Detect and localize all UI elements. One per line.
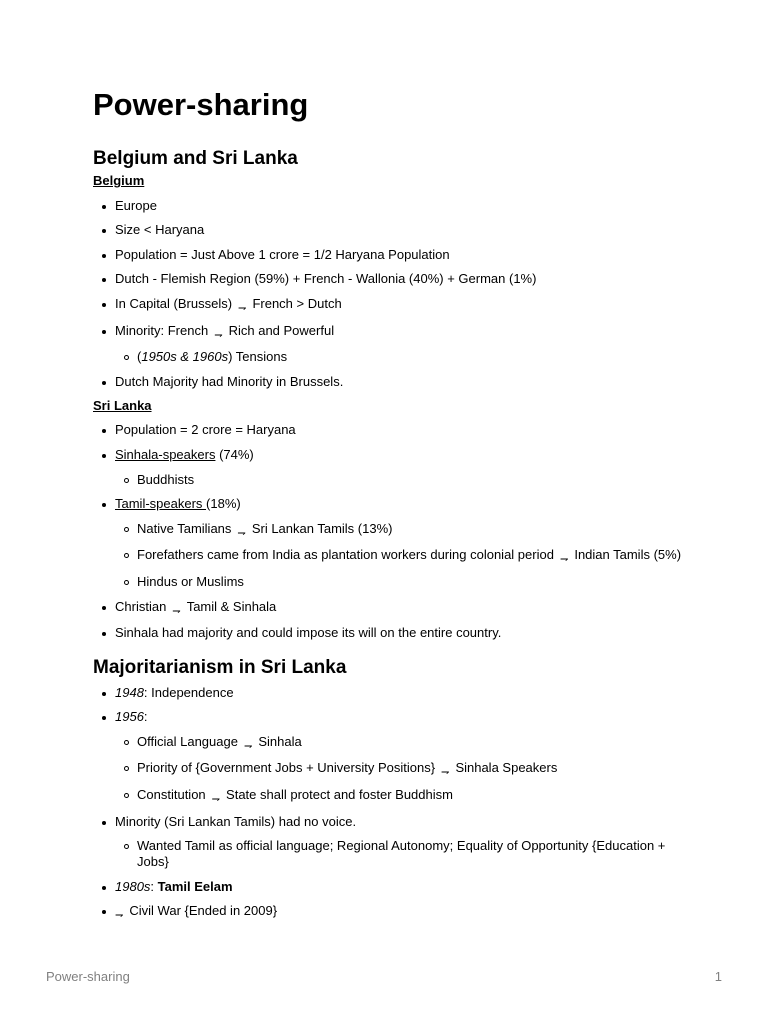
subheading-belgium: Belgium <box>93 173 145 188</box>
list-item: Population = Just Above 1 crore = 1/2 Haryana Population <box>93 247 683 263</box>
list-item: Christian ⇁ Tamil & Sinhala <box>93 599 683 617</box>
list-item: Population = 2 crore = Haryana <box>93 422 683 438</box>
page-title: Power-sharing <box>93 87 309 122</box>
sublist <box>115 472 683 488</box>
list-item: Dutch Majority had Minority in Brussels. <box>93 374 683 390</box>
sublist <box>115 838 683 870</box>
footer-title: Power-sharing <box>46 969 130 984</box>
list-item: Minority (Sri Lankan Tamils) had no voice. Wanted Tamil as official language; Regional Autonomy; Equality of Opportunity {Education + Jobs} <box>93 814 683 871</box>
list-item: ⇁ Civil War {Ended in 2009} <box>93 903 683 921</box>
list-item: Official Language ⇁ Sinhala <box>115 734 683 752</box>
right-arrow-icon: ⇁ <box>211 794 221 806</box>
sublist <box>115 349 683 365</box>
right-arrow-icon: ⇁ <box>559 554 569 566</box>
list-item: 1980s: Tamil Eelam <box>93 879 683 895</box>
section-heading-majoritarianism: Majoritarianism in Sri Lanka <box>93 657 347 679</box>
list-item: Minority: French ⇁ Rich and Powerful (1950s & 1960s) Tensions <box>93 323 683 366</box>
list-item: Priority of {Government Jobs + University Positions} ⇁ Sinhala Speakers <box>115 760 683 778</box>
list-item: Buddhists <box>115 472 683 488</box>
document-body <box>93 86 683 921</box>
section-heading-belgium-srilanka: Belgium and Sri Lanka <box>93 148 298 169</box>
list-item: Europe <box>93 198 683 214</box>
list-item: Size < Haryana <box>93 222 683 238</box>
right-arrow-icon: ⇁ <box>243 740 253 752</box>
list-item: (1950s & 1960s) Tensions <box>115 349 683 365</box>
right-arrow-icon: ⇁ <box>441 767 450 779</box>
list-item: In Capital (Brussels) ⇁ French > Dutch <box>93 296 683 314</box>
list-item: Dutch - Flemish Region (59%) + French - Wallonia (40%) + German (1%) <box>93 271 683 287</box>
srilanka-list <box>93 422 683 641</box>
list-item: Hindus or Muslims <box>115 574 683 590</box>
page-number: 1 <box>714 969 722 984</box>
sublist <box>115 521 683 590</box>
right-arrow-icon: ⇁ <box>238 302 247 314</box>
list-item: 1948: Independence <box>93 685 683 701</box>
subheading-srilanka: Sri Lanka <box>93 397 152 413</box>
majoritarianism-list <box>93 685 683 922</box>
list-item: Sinhala-speakers (74%) Buddhists <box>93 447 683 488</box>
list-item: Tamil-speakers (18%) Native Tamilians ⇁ Sri Lankan Tamils (13%) Forefathers came from India as plantation workers during colonial period ⇁ Indian Tamils (5%) Hindus or Muslims <box>93 496 683 590</box>
list-item: 1956: Official Language ⇁ Sinhala Priority of {Government Jobs + University Positions} ⇁ Sinhala Speakers Constitution ⇁ State shall protect and foster Buddhism <box>93 709 683 805</box>
list-item: Native Tamilians ⇁ Sri Lankan Tamils (13%) <box>115 521 683 539</box>
belgium-list <box>93 198 683 390</box>
right-arrow-icon: ⇁ <box>172 605 181 617</box>
right-arrow-icon: ⇁ <box>214 329 223 341</box>
list-item: Forefathers came from India as plantation workers during colonial period ⇁ Indian Tamils (5%) <box>115 547 683 565</box>
sublist <box>115 734 683 805</box>
list-item: Wanted Tamil as official language; Regional Autonomy; Equality of Opportunity {Education + Jobs} <box>115 838 683 870</box>
list-item: Constitution ⇁ State shall protect and foster Buddhism <box>115 787 683 805</box>
list-item: Sinhala had majority and could impose its will on the entire country. <box>93 625 683 641</box>
right-arrow-icon: ⇁ <box>115 910 124 922</box>
right-arrow-icon: ⇁ <box>237 527 246 539</box>
